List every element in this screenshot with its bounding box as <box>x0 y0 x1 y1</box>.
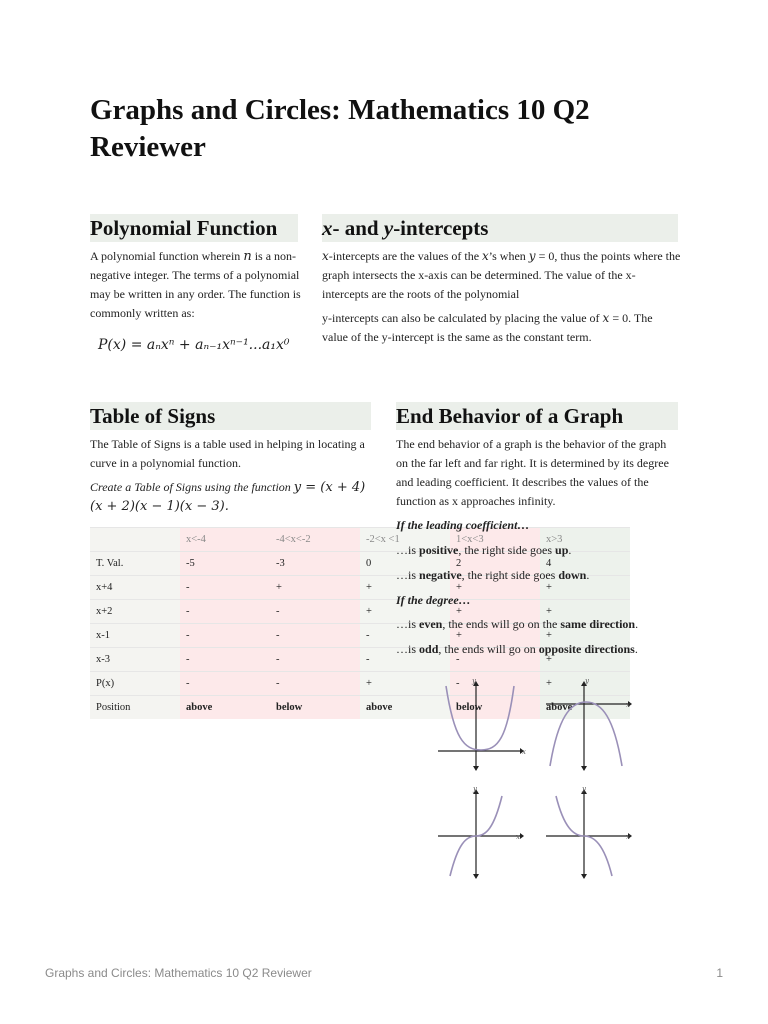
table-row-label: T. Val. <box>90 552 180 576</box>
table-cell: + <box>360 600 450 624</box>
positive-rule: …is positive, the right side goes up. <box>396 543 572 557</box>
graph-even-positive <box>436 678 526 772</box>
table-cell: 0 <box>360 552 450 576</box>
graph-even-negative <box>544 678 634 772</box>
table-cell: - <box>270 648 360 672</box>
polynomial-text-b: is a non-negative integer. The terms of a polynomial may be written in any order. The function is commonly written as: <box>90 249 301 320</box>
polynomial-heading: Polynomial Function <box>90 214 298 242</box>
graph-odd-negative <box>544 786 634 880</box>
table-cell: + <box>360 576 450 600</box>
end-behavior-heading: End Behavior of a Graph <box>396 402 678 430</box>
page-number: 1 <box>716 966 723 980</box>
intercepts-heading-end: -intercepts <box>393 216 489 240</box>
table-cell: + <box>540 672 630 696</box>
table-cell: - <box>360 624 450 648</box>
table-row-label: x-3 <box>90 648 180 672</box>
svg-text:x: x <box>626 833 630 841</box>
svg-text:y: y <box>473 786 477 793</box>
table-header-cell: 1<x<3 <box>450 528 540 552</box>
polynomial-formula: P(x) = aₙxⁿ + aₙ₋₁xⁿ⁻¹...a₁x⁰ <box>98 337 290 353</box>
table-cell: + <box>270 576 360 600</box>
table-cell: -3 <box>270 552 360 576</box>
table-cell: - <box>180 600 270 624</box>
svg-text:x: x <box>522 748 526 756</box>
end-behavior-intro: The end behavior of a graph is the behavior of the graph on the far left and far right. It is determined by its degree and leading coefficient. It describes the values of the function as x approaches infinity. <box>396 437 669 508</box>
svg-text:x: x <box>626 701 630 709</box>
table-header-cell: x<-4 <box>180 528 270 552</box>
page-title: Graphs and Circles: Mathematics 10 Q2 Reviewer <box>90 94 590 163</box>
table-cell: below <box>270 696 360 720</box>
table-cell: above <box>540 696 630 720</box>
svg-text:y: y <box>472 678 476 685</box>
table-header-cell <box>90 528 180 552</box>
table-cell: + <box>450 624 540 648</box>
polynomial-text-a: A polynomial function wherein <box>90 249 241 263</box>
intercepts-heading-y: y <box>383 216 394 240</box>
signs-create-text <box>90 478 370 516</box>
table-row-label: x+4 <box>90 576 180 600</box>
intercepts-heading-x: x <box>322 216 333 240</box>
intercepts-heading-mid: - and <box>332 216 384 240</box>
table-cell: + <box>540 576 630 600</box>
svg-text:y: y <box>582 786 586 793</box>
degree-heading: If the degree… <box>396 593 471 607</box>
y-intercepts-text: y-intercepts can also be calculated by placing the value of 𝑥 = 0. The value of the y-intercept is the same as the constant term. <box>322 311 653 344</box>
even-rule: …is even, the ends will go on the same direction. <box>396 617 639 631</box>
table-cell: + <box>540 624 630 648</box>
table-cell: 4 <box>540 552 630 576</box>
table-row-label: P(x) <box>90 672 180 696</box>
table-cell: + <box>450 576 540 600</box>
negative-rule: …is negative, the right side goes down. <box>396 568 590 582</box>
table-row-label: Position <box>90 696 180 720</box>
table-cell: + <box>540 600 630 624</box>
table-cell: - <box>450 672 540 696</box>
polynomial-var-n: n <box>243 249 252 264</box>
table-cell: below <box>450 696 540 720</box>
footer-title: Graphs and Circles: Mathematics 10 Q2 Reviewer <box>45 966 312 980</box>
table-header-cell: -4<x<-2 <box>270 528 360 552</box>
polynomial-description <box>90 247 305 323</box>
signs-intro: The Table of Signs is a table used in helping in locating a curve in a polynomial function. <box>90 437 365 470</box>
table-cell: - <box>180 576 270 600</box>
table-row-label: x-1 <box>90 624 180 648</box>
table-cell: - <box>360 648 450 672</box>
table-cell: + <box>540 648 630 672</box>
graph-odd-positive <box>436 786 526 880</box>
table-cell: - <box>180 648 270 672</box>
lead-coefficient-heading: If the leading coefficient… <box>396 518 530 532</box>
table-cell: above <box>360 696 450 720</box>
signs-create-formula: y = (x + 4)(x + 2)(x − 1)(x − 3). <box>90 480 366 514</box>
svg-text:y: y <box>585 678 589 685</box>
table-row-label: x+2 <box>90 600 180 624</box>
table-cell: - <box>450 648 540 672</box>
table-cell: 2 <box>450 552 540 576</box>
table-cell: above <box>180 696 270 720</box>
table-cell: - <box>270 624 360 648</box>
table-cell: + <box>450 600 540 624</box>
table-cell: -5 <box>180 552 270 576</box>
table-cell: + <box>360 672 450 696</box>
table-header-cell: x>3 <box>540 528 630 552</box>
table-header-cell: -2<x <1 <box>360 528 450 552</box>
table-cell: - <box>180 672 270 696</box>
table-cell: - <box>180 624 270 648</box>
intercepts-heading <box>322 214 678 242</box>
odd-rule: …is odd, the ends will go on opposite directions. <box>396 642 638 656</box>
signs-create-prefix: Create a Table of Signs using the function <box>90 480 291 494</box>
table-cell: - <box>270 672 360 696</box>
svg-text:x: x <box>516 833 520 841</box>
signs-heading: Table of Signs <box>90 402 371 430</box>
table-cell: - <box>270 600 360 624</box>
x-intercepts-text: 𝑥-intercepts are the values of the 𝑥’s when 𝑦 = 0, thus the points where the graph intersects the x-axis can be determined. The value of the x-intercepts are the roots of the polynomial <box>322 249 681 301</box>
